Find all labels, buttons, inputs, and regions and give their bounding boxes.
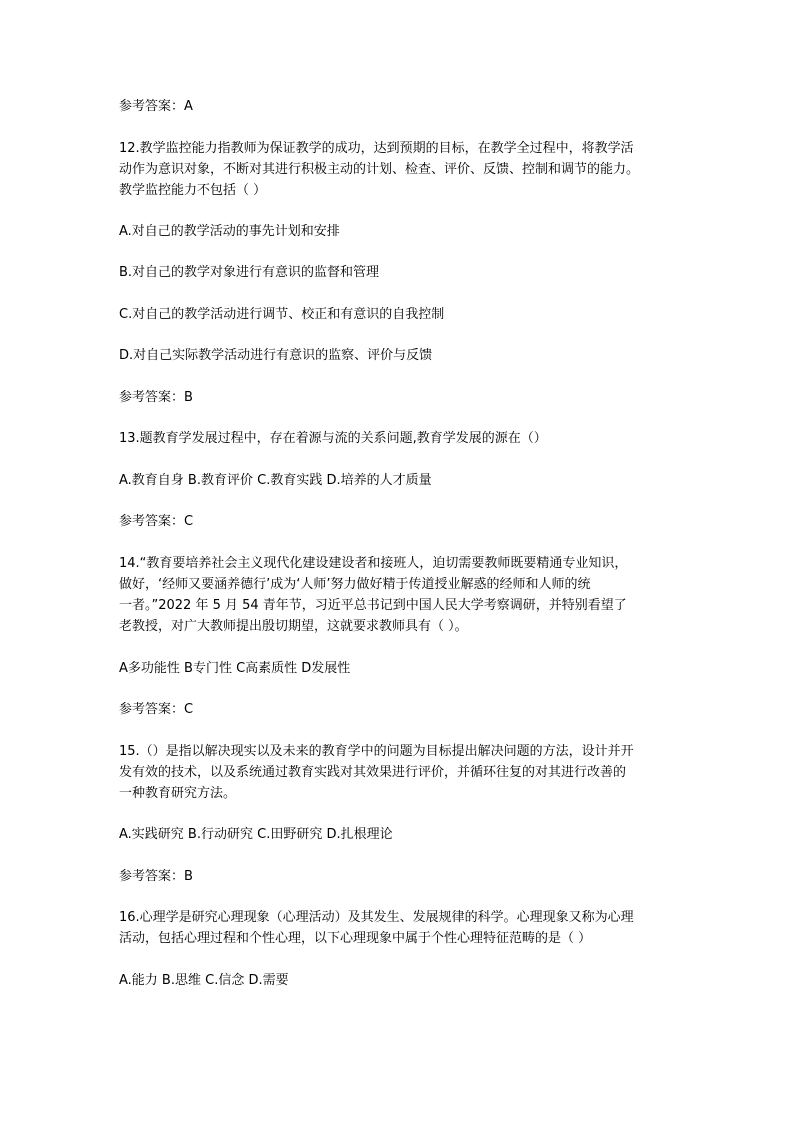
q12-stem-line-2: 动作为意识对象，不断对其进行积极主动的计划、检查、评价、反馈、控制和调节的能力。 [119,162,640,177]
q16-options: A.能力 B.思维 C.信念 D.需要 [119,973,289,988]
q14-answer: 参考答案：C [119,702,194,717]
q14-stem-line-4: 老教授，对广大教师提出殷切期望，这就要求教师具有（ ）。 [119,619,468,634]
q12-option-d: D.对自己实际教学活动进行有意识的监察、评价与反馈 [119,348,433,363]
q12-option-a: A.对自己的教学活动的事先计划和安排 [119,224,340,239]
q14-stem-line-2: 做好，‘经师又要涵养德行’成为‘人师’努力做好精于传道授业解惑的经师和人师的统 [119,577,591,592]
q13-answer: 参考答案：C [119,514,194,529]
q16-stem-line-2: 活动，包括心理过程和个性心理，以下心理现象中属于个性心理特征范畴的是（ ） [119,931,592,946]
q13-stem: 13.题教育学发展过程中，存在着源与流的关系问题,教育学发展的源在（） [119,431,547,446]
q12-stem-line-3: 教学监控能力不包括（ ） [119,183,267,198]
q15-stem-line-2: 发有效的技术，以及系统通过教育实践对其效果进行评价，并循环往复的对其进行改善的 [119,765,627,780]
q12-answer: 参考答案：B [119,390,193,405]
q12-option-b: B.对自己的教学对象进行有意识的监督和管理 [119,265,380,280]
q12-stem-line-1: 12.教学监控能力指教师为保证教学的成功，达到预期的目标，在教学全过程中，将教学活 [119,141,634,156]
q15-stem-line-1: 15.（）是指以解决现实以及未来的教育学中的问题为目标提出解决问题的方法，设计并开 [119,744,634,759]
q15-stem-line-3: 一种教育研究方法。 [119,786,237,801]
q11-answer: 参考答案：A [119,99,193,114]
q14-options: A多功能性 B专门性 C高素质性 D发展性 [119,661,351,676]
q15-answer: 参考答案：B [119,869,193,884]
q12-option-c: C.对自己的教学活动进行调节、校正和有意识的自我控制 [119,307,445,322]
q16-stem-line-1: 16.心理学是研究心理现象（心理活动）及其发生、发展规律的科学。心理现象又称为心理 [119,910,634,925]
q14-stem-line-3: 一者。”2022 年 5 月 54 青年节，习近平总书记到中国人民大学考察调研，并特别看望了 [119,598,627,613]
q13-options: A.教育自身 B.教育评价 C.教育实践 D.培养的人才质量 [119,473,432,488]
q14-stem-line-1: 14.“教育要培养社会主义现代化建设建设者和接班人，迫切需要教师既要精通专业知识， [119,556,628,571]
q15-options: A.实践研究 B.行动研究 C.田野研究 D.扎根理论 [119,827,393,842]
